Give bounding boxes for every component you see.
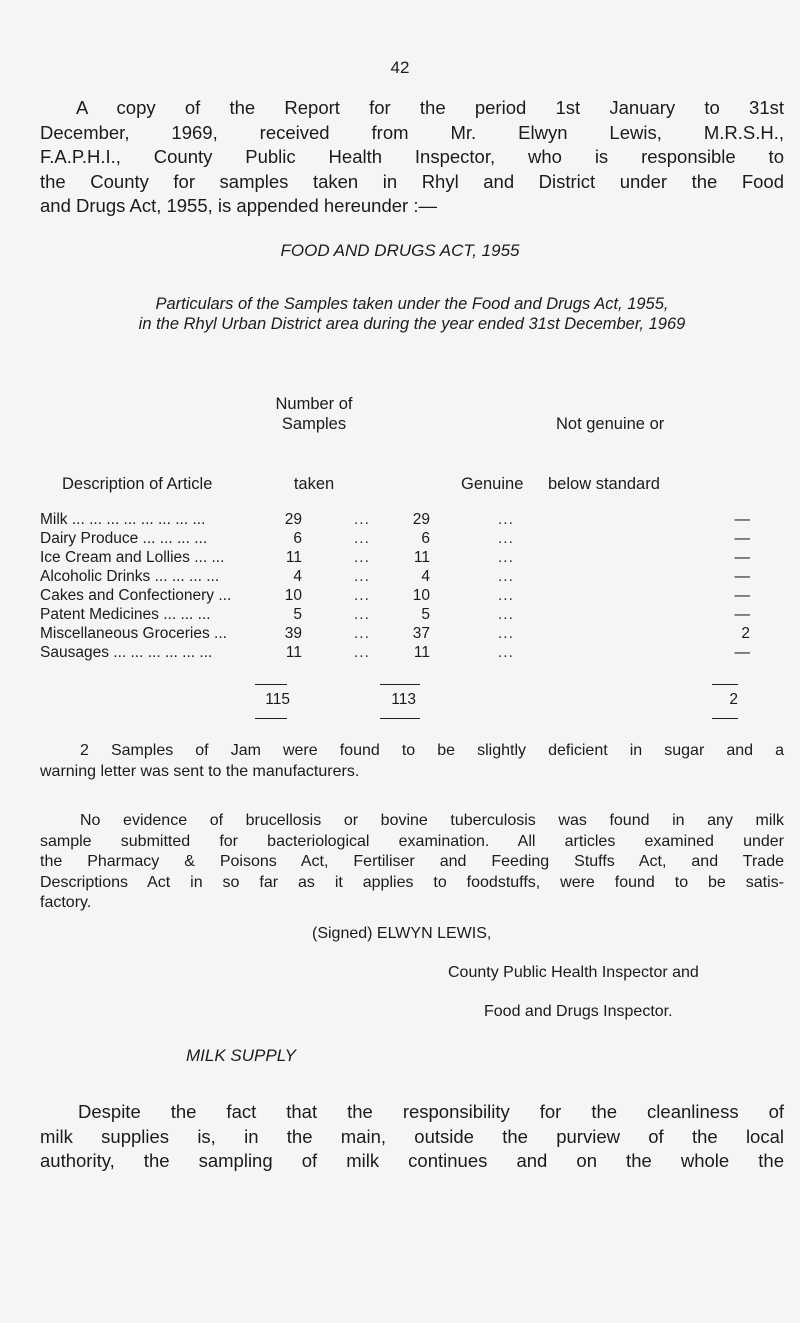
row-separator: ... [354,530,370,547]
not-genuine-value: — [734,549,750,566]
milk-supply-paragraph [40,1100,784,1174]
article-name: Patent Medicines ... ... ... [40,606,211,623]
total-genuine: 113 [391,691,416,708]
article-name: Ice Cream and Lollies ... ... [40,549,225,566]
intro-line: A copy of the Report for the period 1st January to 31st [76,97,784,118]
row-separator: ... [354,511,370,528]
total-rule-bottom [380,718,420,719]
not-genuine-value: — [734,530,750,547]
intro-line: and Drugs Act, 1955, is appended hereunder :— [40,195,437,216]
evidence-line: the Pharmacy & Poisons Act, Fertiliser and Feeding Stuffs Act, and Trade [40,853,784,870]
genuine-value: 11 [413,644,430,661]
row-separator: ... [354,568,370,585]
genuine-value: 37 [412,625,430,642]
header-taken-line-3: taken [293,475,335,493]
header-genuine: Genuine [461,475,524,493]
evidence-paragraph [40,811,784,914]
genuine-value: 10 [412,587,430,604]
not-genuine-value: — [734,644,750,661]
taken-value: 4 [293,568,302,585]
milk-supply-title: MILK SUPPLY [186,1046,296,1065]
header-taken [254,394,374,434]
total-rule-top [712,684,738,685]
row-separator: ... [498,625,514,642]
row-separator: ... [354,606,370,623]
milk-supply-line: Despite the fact that the responsibility for the cleanliness of [78,1101,784,1122]
total-rule-bottom [712,718,738,719]
section-title: FOOD AND DRUGS ACT, 1955 [280,241,520,260]
row-separator: ... [498,587,514,604]
row-separator: ... [498,644,514,661]
page-number: 42 [390,58,410,77]
genuine-value: 29 [412,511,430,528]
total-rule-bottom [255,718,287,719]
taken-value: 5 [293,606,302,623]
taken-value: 11 [285,549,302,566]
row-separator: ... [498,568,514,585]
genuine-value: 11 [413,549,430,566]
article-name: Dairy Produce ... ... ... ... [40,530,208,547]
header-not-genuine-line-2: below standard [548,475,660,493]
subtitle-line: Particulars of the Samples taken under the Food and Drugs Act, 1955, [155,295,669,313]
intro-line: the County for samples taken in Rhyl and District under the Food [40,170,784,192]
not-genuine-value: — [734,511,750,528]
evidence-line: No evidence of brucellosis or bovine tuberculosis was found in any milk [80,812,784,829]
total-rule-top [255,684,287,685]
evidence-line: Descriptions Act in so far as it applies to foodstuffs, were found to be satis- [40,873,784,891]
signature-name: (Signed) ELWYN LEWIS, [312,925,492,942]
article-name: Alcoholic Drinks ... ... ... ... [40,568,220,585]
header-taken-line-1: Number of [275,395,353,413]
signature-title-1: County Public Health Inspector and [448,964,699,981]
row-separator: ... [354,549,370,566]
total-taken: 115 [265,691,290,708]
row-separator: ... [354,625,370,642]
article-name: Sausages ... ... ... ... ... ... [40,644,213,661]
row-separator: ... [498,549,514,566]
not-genuine-value: — [734,606,750,623]
article-name: Cakes and Confectionery ... [40,587,232,604]
total-rule-top [380,684,420,685]
header-not-genuine-line-1: Not genuine or [556,415,665,433]
intro-paragraph [40,96,784,219]
jam-note-line: warning letter was sent to the manufacturers. [40,762,360,780]
row-separator: ... [354,644,370,661]
table-subtitle [40,294,784,334]
milk-supply-line: milk supplies is, in the main, outside the purview of the local [40,1125,784,1147]
row-separator: ... [498,511,514,528]
taken-value: 6 [293,530,302,547]
genuine-value: 4 [421,568,430,585]
subtitle-line: in the Rhyl Urban District area during the year ended 31st December, 1969 [138,315,686,333]
milk-supply-line: authority, the sampling of milk continues and on the whole the [40,1150,784,1171]
taken-value: 29 [284,511,302,528]
genuine-value: 6 [421,530,430,547]
not-genuine-value: 2 [741,625,750,642]
header-description: Description of Article [62,475,213,493]
intro-line: December, 1969, received from Mr. Elwyn Lewis, M.R.S.H., [40,121,784,143]
genuine-value: 5 [421,606,430,623]
row-separator: ... [354,587,370,604]
intro-line: F.A.P.H.I., County Public Health Inspector, who is responsible to [40,146,784,167]
not-genuine-value: — [734,568,750,585]
taken-value: 11 [285,644,302,661]
row-separator: ... [498,606,514,623]
taken-value: 39 [284,625,302,642]
signature-title-2: Food and Drugs Inspector. [484,1003,673,1020]
total-not-genuine: 2 [729,691,738,708]
header-taken-line-2: Samples [281,415,347,433]
article-name: Milk ... ... ... ... ... ... ... ... [40,511,206,528]
jam-note-line: 2 Samples of Jam were found to be slightly deficient in sugar and a [80,742,784,759]
taken-value: 10 [284,587,302,604]
article-name: Miscellaneous Groceries ... [40,625,227,642]
row-separator: ... [498,530,514,547]
jam-note-paragraph [40,741,784,782]
not-genuine-value: — [734,587,750,604]
evidence-line: sample submitted for bacteriological examination. All articles examined under [40,832,784,850]
evidence-line: factory. [40,894,92,911]
